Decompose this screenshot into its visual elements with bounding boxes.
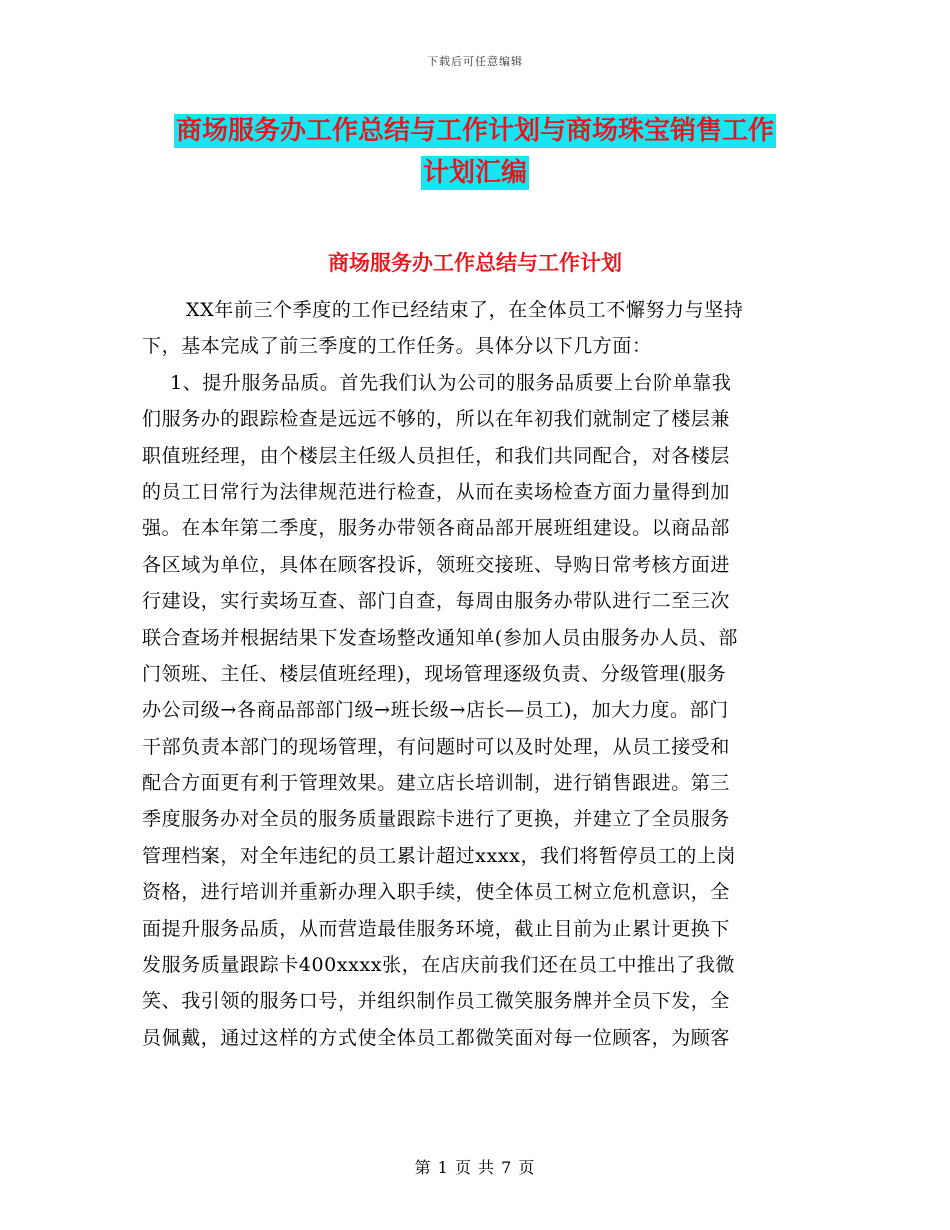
paragraph-line: 门领班、主任、楼层值班经理)，现场管理逐级负责、分级管理(服务 (142, 662, 727, 685)
paragraph-line: 的员工日常行为法律规范进行检查，从而在卖场检查方面力量得到加 (142, 480, 731, 503)
paragraph-line: 季度服务办对全员的服务质量跟踪卡进行了更换，并建立了全员服务 (142, 808, 731, 831)
paragraph-line: 干部负责本部门的现场管理，有问题时可以及时处理，从员工接受和 (142, 735, 731, 758)
paragraph-line: 职值班经理，由个楼层主任级人员担任，和我们共同配合，对各楼层 (142, 444, 731, 467)
paragraph-line: 办公司级→各商品部部门级→班长级→店长—员工)，加大力度。部门 (142, 699, 729, 722)
page-number: 第 1 页 共 7 页 (414, 1158, 536, 1177)
paragraph-line: 面提升服务品质，从而营造最佳服务环境，截止目前为止累计更换下 (142, 917, 731, 940)
body-text (142, 292, 802, 1056)
paragraph-line: 笑、我引领的服务口号，并组织制作员工微笑服务牌并全员下发，全 (142, 990, 731, 1013)
paragraph-line: 资格，进行培训并重新办理入职手续，使全体员工树立危机意识，全 (142, 881, 731, 904)
paragraph-line: 发服务质量跟踪卡400xxxx张，在店庆前我们还在员工中推出了我微 (142, 954, 735, 977)
paragraph-line: 们服务办的跟踪检查是远远不够的，所以在年初我们就制定了楼层兼 (142, 408, 731, 431)
document-title-line-1: 商场服务办工作总结与工作计划与商场珠宝销售工作 (175, 116, 774, 146)
page-header-note: 下载后可任意编辑 (427, 55, 523, 68)
document-title-line-2: 计划汇编 (422, 158, 527, 188)
paragraph-line: 员佩戴，通过这样的方式使全体员工都微笑面对每一位顾客，为顾客 (142, 1026, 731, 1049)
paragraph-line: 行建设，实行卖场互查、部门自查，每周由服务办带队进行二至三次 (142, 590, 731, 613)
paragraph-line: 管理档案，对全年违纪的员工累计超过xxxx，我们将暂停员工的上岗 (142, 844, 737, 867)
paragraph-line: 联合查场并根据结果下发查场整改通知单(参加人员由服务办人员、部 (142, 626, 739, 649)
paragraph-line: 强。在本年第二季度，服务办带领各商品部开展班组建设。以商品部 (142, 517, 731, 540)
paragraph-line: XX年前三个季度的工作已经结束了，在全体员工不懈努力与坚持 (186, 299, 744, 321)
paragraph-line: 下，基本完成了前三季度的工作任务。具体分以下几方面： (142, 335, 652, 358)
paragraph-line: 1、提升服务品质。首先我们认为公司的服务品质要上台阶单靠我 (170, 371, 732, 394)
paragraph-line: 各区域为单位，具体在顾客投诉，领班交接班、导购日常考核方面进 (142, 553, 731, 576)
document-title (0, 110, 950, 194)
paragraph-line: 配合方面更有利于管理效果。建立店长培训制，进行销售跟进。第三 (142, 772, 731, 795)
section-title: 商场服务办工作总结与工作计划 (328, 251, 622, 275)
